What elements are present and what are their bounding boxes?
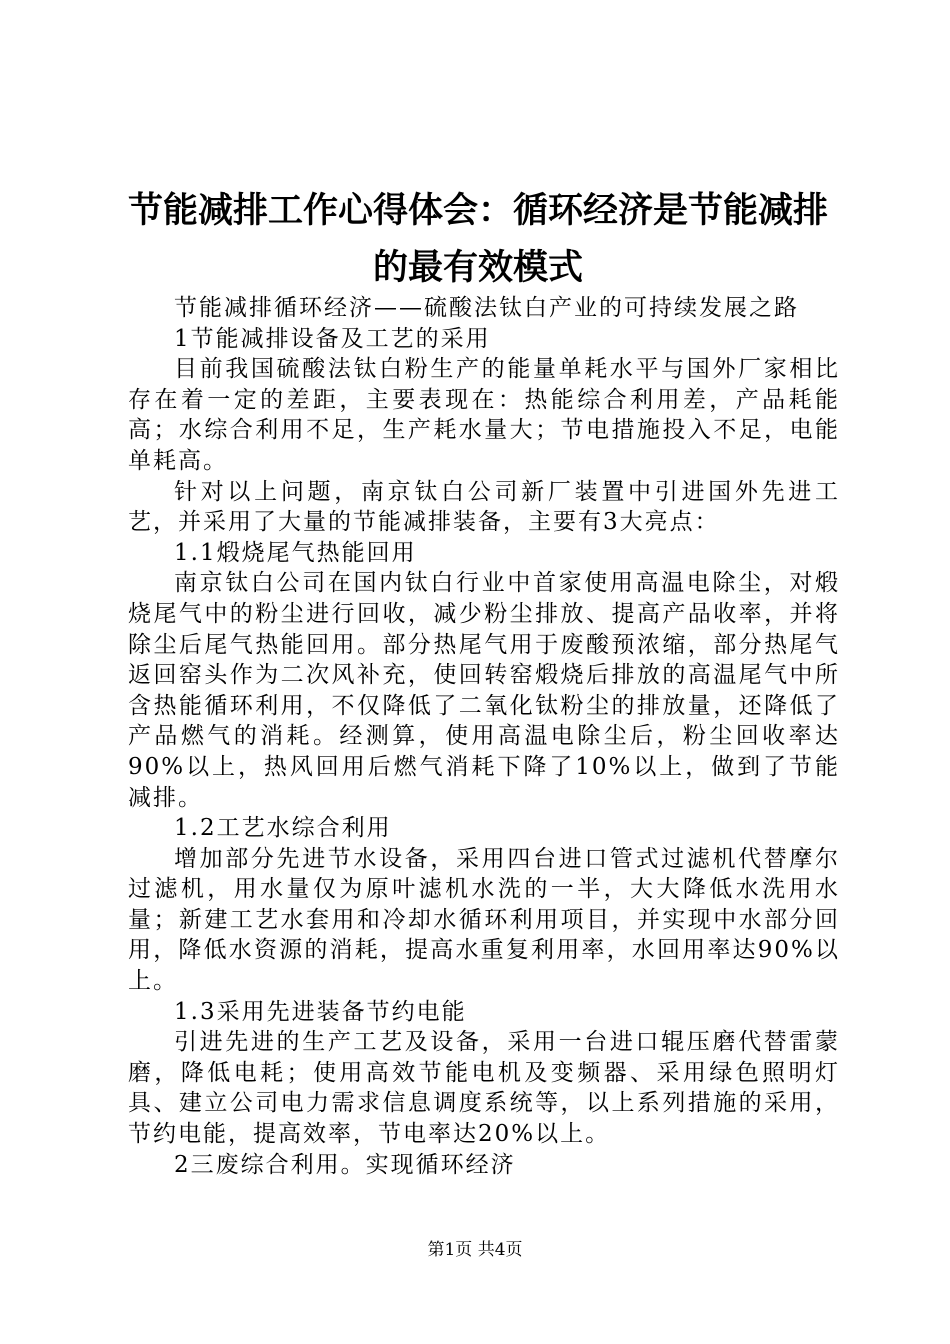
section-heading-1-2: 1.2工艺水综合利用	[174, 815, 392, 842]
section-heading-1-3: 1.3采用先进装备节约电能	[174, 998, 467, 1025]
paragraph: 增加部分先进节水设备，采用四台进口管式过滤机代替摩尔过滤机，用水量仅为原叶滤机水洗的一半，大大降低水洗用水量；新建工艺水套用和冷却水循环利用项目，并实现中水部分回用，降低水资源的消耗，提高水重复利用率，水回用率达90%以上。	[128, 845, 840, 995]
paragraph: 目前我国硫酸法钛白粉生产的能量单耗水平与国外厂家相比存在着一定的差距，主要表现在：热能综合利用差，产品耗能高；水综合利用不足，生产耗水量大；节电措施投入不足，电能单耗高。	[128, 356, 840, 474]
section-heading-1: 1节能减排设备及工艺的采用	[174, 325, 491, 352]
page-number: 第1页 共4页	[427, 1240, 523, 1260]
document-title-line-1: 节能减排工作心得体会：循环经济是节能减排	[128, 191, 829, 231]
document-body	[128, 293, 840, 1180]
section-heading-2: 2三废综合利用。实现循环经济	[174, 1151, 516, 1178]
subtitle: 节能减排循环经济——硫酸法钛白产业的可持续发展之路	[174, 295, 799, 321]
paragraph: 针对以上问题，南京钛白公司新厂装置中引进国外先进工艺，并采用了大量的节能减排装备，主要有3大亮点：	[128, 478, 840, 536]
section-heading-1-1: 1.1煅烧尾气热能回用	[174, 539, 417, 566]
paragraph: 南京钛白公司在国内钛白行业中首家使用高温电除尘，对煅烧尾气中的粉尘进行回收，减少粉尘排放、提高产品收率，并将除尘后尾气热能回用。部分热尾气用于废酸预浓缩，部分热尾气返回窑头作为二次风补充，使回转窑煅烧后排放的高温尾气中所含热能循环利用，不仅降低了二氧化钛粉尘的排放量，还降低了产品燃气的消耗。经测算，使用高温电除尘后，粉尘回收率达90%以上，热风回用后燃气消耗下降了10%以上，做到了节能减排。	[128, 570, 840, 811]
paragraph: 引进先进的生产工艺及设备，采用一台进口辊压磨代替雷蒙磨，降低电耗；使用高效节能电机及变频器、采用绿色照明灯具、建立公司电力需求信息调度系统等，以上系列措施的采用，节约电能，提高效率，节电率达20%以上。	[128, 1029, 840, 1148]
document-title-line-2: 的最有效模式	[372, 248, 583, 288]
